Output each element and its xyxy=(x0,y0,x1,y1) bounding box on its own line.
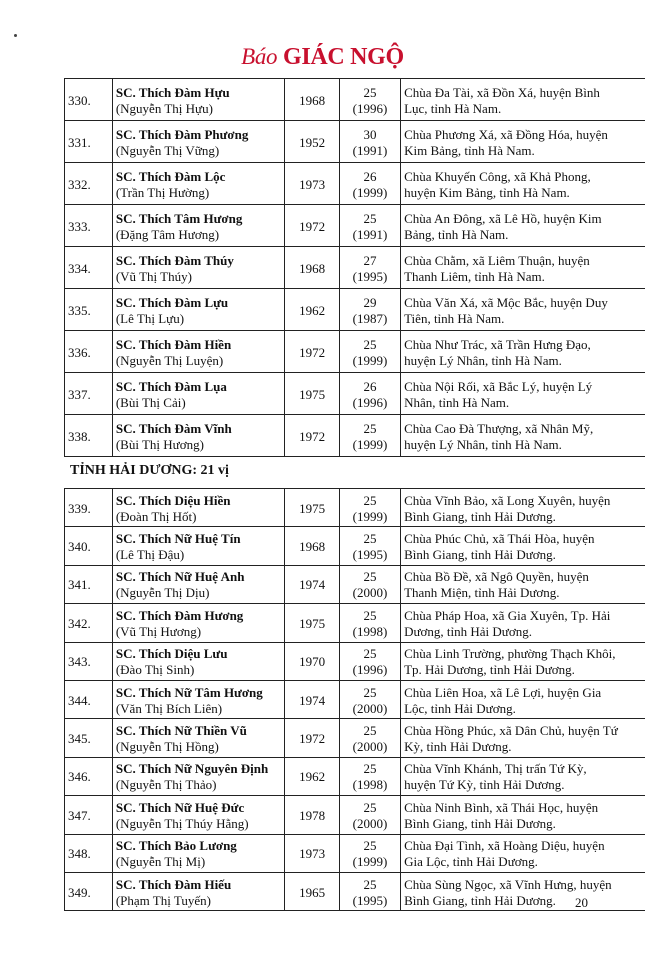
lay-name: (Nguyễn Thị Mị) xyxy=(115,854,206,870)
lay-name: (Nguyễn Thị Thúy Hằng) xyxy=(115,815,249,831)
ordination-cell xyxy=(339,489,400,527)
lay-name: (Văn Thị Bích Liên) xyxy=(115,700,223,716)
ordination-year: (1991) xyxy=(352,142,388,158)
religious-name: SC. Thích Diệu Lưu xyxy=(115,646,228,662)
name-cell xyxy=(112,373,285,415)
address-line-1: Chùa Bồ Đề, xã Ngô Quyền, huyện xyxy=(404,569,589,585)
birth-year: 1968 xyxy=(285,79,340,121)
address-line-2: Bình Giang, tỉnh Hải Dương. xyxy=(404,508,556,524)
ordination-age: 25 xyxy=(363,684,377,700)
address-line-2: Dương, tỉnh Hải Dương. xyxy=(404,623,532,639)
address-line-1: Chùa Vĩnh Khánh, Thị trấn Tứ Kỳ, xyxy=(404,761,587,777)
ordination-age: 25 xyxy=(363,420,377,436)
table-row xyxy=(65,205,645,247)
religious-name: SC. Thích Nữ Tâm Hương xyxy=(115,684,263,700)
lay-name: (Nguyễn Thị Vững) xyxy=(115,142,220,158)
ordination-age: 30 xyxy=(363,126,377,142)
birth-year: 1972 xyxy=(285,205,340,247)
address-cell xyxy=(401,872,645,910)
religious-name: SC. Thích Nữ Thiền Vũ xyxy=(115,723,247,739)
address-cell xyxy=(401,757,645,795)
table-row xyxy=(65,121,645,163)
name-cell xyxy=(112,796,285,834)
religious-name: SC. Thích Đàm Lụa xyxy=(115,378,227,394)
name-cell xyxy=(112,680,285,718)
name-cell xyxy=(112,565,285,603)
religious-name: SC. Thích Tâm Hương xyxy=(115,210,243,226)
address-line-1: Chùa Liên Hoa, xã Lê Lợi, huyện Gia xyxy=(404,684,602,700)
section-title: TỈNH HẢI DƯƠNG: 21 vị xyxy=(70,463,229,478)
birth-year: 1962 xyxy=(285,757,340,795)
lay-name: (Đào Thị Sinh) xyxy=(115,662,195,678)
lay-name: (Lê Thị Đậu) xyxy=(115,547,185,563)
name-cell xyxy=(112,757,285,795)
table-row xyxy=(65,834,645,872)
birth-year: 1975 xyxy=(285,489,340,527)
name-cell xyxy=(112,163,285,205)
lay-name: (Bùi Thị Hương) xyxy=(115,436,204,452)
ordination-cell xyxy=(339,642,400,680)
address-line-2: Thanh Miện, tỉnh Hải Dương. xyxy=(404,585,560,601)
address-line-2: Kim Bảng, tỉnh Hà Nam. xyxy=(404,142,535,158)
address-line-2: Bảng, tỉnh Hà Nam. xyxy=(404,226,509,242)
birth-year: 1974 xyxy=(285,565,340,603)
row-number: 345. xyxy=(65,719,113,757)
ordination-age: 25 xyxy=(363,761,377,777)
birth-year: 1972 xyxy=(285,415,340,457)
row-number: 335. xyxy=(65,289,113,331)
row-number: 330. xyxy=(65,79,113,121)
address-line-1: Chùa Như Trác, xã Trần Hưng Đạo, xyxy=(404,336,591,352)
religious-name: SC. Thích Diệu Hiền xyxy=(115,492,231,508)
roster-table-ha-nam xyxy=(64,78,645,457)
row-number: 340. xyxy=(65,527,113,565)
address-line-1: Chùa Đa Tài, xã Đồn Xá, huyện Bình xyxy=(404,84,600,100)
name-cell xyxy=(112,331,285,373)
address-line-1: Chùa Linh Trường, phường Thạch Khôi, xyxy=(404,646,616,662)
ordination-age: 25 xyxy=(363,838,377,854)
row-number: 343. xyxy=(65,642,113,680)
name-cell xyxy=(112,719,285,757)
ordination-cell xyxy=(339,121,400,163)
ordination-age: 26 xyxy=(363,168,377,184)
address-line-2: huyện Tứ Kỳ, tỉnh Hải Dương. xyxy=(404,777,565,793)
table-row xyxy=(65,796,645,834)
birth-year: 1965 xyxy=(285,872,340,910)
birth-year: 1974 xyxy=(285,680,340,718)
religious-name: SC. Thích Nữ Huệ Anh xyxy=(115,569,245,585)
row-number: 337. xyxy=(65,373,113,415)
ordination-age: 25 xyxy=(363,210,377,226)
ordination-year: (1995) xyxy=(352,547,388,563)
ordination-cell xyxy=(339,527,400,565)
ordination-cell xyxy=(339,872,400,910)
address-cell xyxy=(401,247,645,289)
name-cell xyxy=(112,121,285,163)
roster-body xyxy=(65,79,645,457)
address-cell xyxy=(401,489,645,527)
row-number: 344. xyxy=(65,680,113,718)
row-number: 333. xyxy=(65,205,113,247)
lay-name: (Nguyễn Thị Hựu) xyxy=(115,100,213,116)
row-number: 336. xyxy=(65,331,113,373)
lay-name: (Đặng Tâm Hương) xyxy=(115,226,220,242)
address-line-2: Thanh Liêm, tỉnh Hà Nam. xyxy=(404,268,545,284)
address-line-2: huyện Lý Nhân, tỉnh Hà Nam. xyxy=(404,352,562,368)
address-line-1: Chùa Chằm, xã Liêm Thuận, huyện xyxy=(404,252,590,268)
table-row xyxy=(65,331,645,373)
ordination-year: (1998) xyxy=(352,777,388,793)
ordination-cell xyxy=(339,373,400,415)
address-line-1: Chùa Văn Xá, xã Mộc Bắc, huyện Duy xyxy=(404,294,608,310)
ordination-cell xyxy=(339,331,400,373)
logo-prefix: Báo xyxy=(241,44,278,69)
lay-name: (Nguyễn Thị Dịu) xyxy=(115,585,210,601)
address-cell xyxy=(401,331,645,373)
address-line-2: Tp. Hải Dương, tỉnh Hải Dương. xyxy=(404,662,575,678)
address-line-2: Lục, tỉnh Hà Nam. xyxy=(404,100,502,116)
birth-year: 1952 xyxy=(285,121,340,163)
birth-year: 1972 xyxy=(285,331,340,373)
birth-year: 1968 xyxy=(285,527,340,565)
address-cell xyxy=(401,163,645,205)
address-cell xyxy=(401,719,645,757)
religious-name: SC. Thích Đàm Hiền xyxy=(115,336,232,352)
lay-name: (Lê Thị Lựu) xyxy=(115,310,185,326)
table-row xyxy=(65,79,645,121)
birth-year: 1962 xyxy=(285,289,340,331)
address-cell xyxy=(401,373,645,415)
address-line-1: Chùa Nội Rối, xã Bắc Lý, huyện Lý xyxy=(404,378,593,394)
name-cell xyxy=(112,872,285,910)
table-row xyxy=(65,247,645,289)
address-line-1: Chùa Pháp Hoa, xã Gia Xuyên, Tp. Hải xyxy=(404,607,611,623)
ordination-year: (2000) xyxy=(352,700,388,716)
ordination-age: 25 xyxy=(363,723,377,739)
birth-year: 1975 xyxy=(285,604,340,642)
ordination-cell xyxy=(339,834,400,872)
row-number: 334. xyxy=(65,247,113,289)
religious-name: SC. Thích Bảo Lương xyxy=(115,838,237,854)
lay-name: (Trần Thị Hường) xyxy=(115,184,210,200)
birth-year: 1975 xyxy=(285,373,340,415)
table-row xyxy=(65,163,645,205)
ordination-age: 25 xyxy=(363,876,377,892)
row-number: 338. xyxy=(65,415,113,457)
table-row xyxy=(65,489,645,527)
religious-name: SC. Thích Đàm Hiếu xyxy=(115,876,232,892)
ordination-cell xyxy=(339,796,400,834)
address-cell xyxy=(401,527,645,565)
ordination-year: (1999) xyxy=(352,352,388,368)
name-cell xyxy=(112,79,285,121)
religious-name: SC. Thích Nữ Huệ Đức xyxy=(115,799,245,815)
row-number: 341. xyxy=(65,565,113,603)
ordination-year: (1996) xyxy=(352,662,388,678)
religious-name: SC. Thích Nữ Huệ Tín xyxy=(115,531,241,547)
ordination-age: 25 xyxy=(363,492,377,508)
address-line-2: huyện Kim Bảng, tỉnh Hà Nam. xyxy=(404,184,570,200)
religious-name: SC. Thích Nữ Nguyên Định xyxy=(115,761,269,777)
name-cell xyxy=(112,834,285,872)
table-row xyxy=(65,757,645,795)
name-cell xyxy=(112,527,285,565)
table-row xyxy=(65,289,645,331)
ordination-age: 25 xyxy=(363,336,377,352)
address-line-2: huyện Lý Nhân, tỉnh Hà Nam. xyxy=(404,436,562,452)
name-cell xyxy=(112,489,285,527)
newspaper-logo xyxy=(0,44,645,71)
ordination-year: (1996) xyxy=(352,394,388,410)
address-cell xyxy=(401,205,645,247)
address-cell xyxy=(401,834,645,872)
address-cell xyxy=(401,680,645,718)
lay-name: (Nguyễn Thị Thảo) xyxy=(115,777,217,793)
ordination-cell xyxy=(339,247,400,289)
ordination-year: (1999) xyxy=(352,508,388,524)
ordination-age: 29 xyxy=(363,294,377,310)
religious-name: SC. Thích Đàm Hựu xyxy=(115,84,230,100)
row-number: 339. xyxy=(65,489,113,527)
ordination-cell xyxy=(339,719,400,757)
ordination-age: 25 xyxy=(363,84,377,100)
ordination-cell xyxy=(339,415,400,457)
table-row xyxy=(65,415,645,457)
religious-name: SC. Thích Đàm Thúy xyxy=(115,252,234,268)
address-line-2: Lộc, tỉnh Hải Dương. xyxy=(404,700,516,716)
row-number: 349. xyxy=(65,872,113,910)
name-cell xyxy=(112,642,285,680)
ordination-age: 27 xyxy=(363,252,377,268)
birth-year: 1968 xyxy=(285,247,340,289)
lay-name: (Vũ Thị Hương) xyxy=(115,623,202,639)
ordination-cell xyxy=(339,565,400,603)
address-line-1: Chùa Sùng Ngọc, xã Vĩnh Hưng, huyện xyxy=(404,876,612,892)
lay-name: (Đoàn Thị Hốt) xyxy=(115,508,197,524)
page-number: 20 xyxy=(575,895,588,910)
ordination-cell xyxy=(339,680,400,718)
address-line-1: Chùa Hồng Phúc, xã Dân Chủ, huyện Tứ xyxy=(404,723,618,739)
address-cell xyxy=(401,604,645,642)
ordination-year: (2000) xyxy=(352,585,388,601)
roster-body xyxy=(65,489,645,911)
address-line-2: Kỳ, tỉnh Hải Dương. xyxy=(404,739,512,755)
row-number: 331. xyxy=(65,121,113,163)
religious-name: SC. Thích Đàm Lộc xyxy=(115,168,226,184)
birth-year: 1972 xyxy=(285,719,340,757)
roster-table-hai-duong xyxy=(64,488,645,911)
religious-name: SC. Thích Đàm Hương xyxy=(115,607,244,623)
row-number: 342. xyxy=(65,604,113,642)
address-cell xyxy=(401,79,645,121)
birth-year: 1970 xyxy=(285,642,340,680)
table-row xyxy=(65,604,645,642)
lay-name: (Vũ Thị Thúy) xyxy=(115,268,192,284)
address-line-2: Bình Giang, tỉnh Hải Dương. xyxy=(404,892,556,908)
name-cell xyxy=(112,289,285,331)
address-cell xyxy=(401,121,645,163)
ordination-cell xyxy=(339,604,400,642)
table-row xyxy=(65,373,645,415)
row-number: 346. xyxy=(65,757,113,795)
religious-name: SC. Thích Đàm Vĩnh xyxy=(115,420,232,436)
name-cell xyxy=(112,205,285,247)
ordination-year: (1991) xyxy=(352,226,388,242)
ordination-year: (1999) xyxy=(352,184,388,200)
address-line-1: Chùa Vĩnh Bảo, xã Long Xuyên, huyện xyxy=(404,492,611,508)
address-line-2: Gia Lộc, tỉnh Hải Dương. xyxy=(404,854,538,870)
address-line-1: Chùa Cao Đà Thượng, xã Nhân Mỹ, xyxy=(404,420,594,436)
address-line-1: Chùa Phương Xá, xã Đồng Hóa, huyện xyxy=(404,126,608,142)
birth-year: 1973 xyxy=(285,834,340,872)
row-number: 332. xyxy=(65,163,113,205)
name-cell xyxy=(112,604,285,642)
address-line-1: Chùa Đại Tình, xã Hoàng Diệu, huyện xyxy=(404,838,605,854)
address-line-1: Chùa Khuyến Công, xã Khả Phong, xyxy=(404,168,591,184)
address-line-1: Chùa Phúc Chủ, xã Thái Hòa, huyện xyxy=(404,531,595,547)
ordination-age: 26 xyxy=(363,378,377,394)
ordination-year: (1987) xyxy=(352,310,388,326)
address-line-1: Chùa An Đông, xã Lê Hồ, huyện Kim xyxy=(404,210,602,226)
lay-name: (Bùi Thị Cải) xyxy=(115,394,186,410)
ordination-age: 25 xyxy=(363,646,377,662)
address-line-2: Bình Giang, tỉnh Hải Dương. xyxy=(404,547,556,563)
address-cell xyxy=(401,642,645,680)
ordination-year: (1999) xyxy=(352,854,388,870)
ordination-cell xyxy=(339,205,400,247)
ordination-year: (1999) xyxy=(352,436,388,452)
ordination-year: (1995) xyxy=(352,892,388,908)
address-line-1: Chùa Ninh Bình, xã Thái Học, huyện xyxy=(404,799,599,815)
table-row xyxy=(65,680,645,718)
lay-name: (Nguyễn Thị Hồng) xyxy=(115,739,219,755)
ordination-age: 25 xyxy=(363,607,377,623)
ordination-age: 25 xyxy=(363,569,377,585)
ordination-cell xyxy=(339,757,400,795)
scan-speck xyxy=(14,34,17,37)
religious-name: SC. Thích Đàm Phương xyxy=(115,126,249,142)
ordination-cell xyxy=(339,79,400,121)
name-cell xyxy=(112,247,285,289)
ordination-cell xyxy=(339,289,400,331)
table-row xyxy=(65,872,645,910)
address-cell xyxy=(401,415,645,457)
religious-name: SC. Thích Đàm Lựu xyxy=(115,294,229,310)
table-row xyxy=(65,719,645,757)
ordination-year: (2000) xyxy=(352,815,388,831)
address-cell xyxy=(401,796,645,834)
ordination-year: (1998) xyxy=(352,623,388,639)
ordination-age: 25 xyxy=(363,531,377,547)
address-line-2: Tiên, tỉnh Hà Nam. xyxy=(404,310,505,326)
row-number: 347. xyxy=(65,796,113,834)
logo-name: GIÁC NGỘ xyxy=(282,44,404,70)
birth-year: 1978 xyxy=(285,796,340,834)
ordination-cell xyxy=(339,163,400,205)
lay-name: (Phạm Thị Tuyến) xyxy=(115,892,211,908)
name-cell xyxy=(112,415,285,457)
address-line-2: Bình Giang, tỉnh Hải Dương. xyxy=(404,815,556,831)
address-cell xyxy=(401,565,645,603)
table-row xyxy=(65,642,645,680)
ordination-year: (1995) xyxy=(352,268,388,284)
row-number: 348. xyxy=(65,834,113,872)
ordination-year: (1996) xyxy=(352,100,388,116)
birth-year: 1973 xyxy=(285,163,340,205)
ordination-year: (2000) xyxy=(352,739,388,755)
ordination-age: 25 xyxy=(363,799,377,815)
address-cell xyxy=(401,289,645,331)
address-line-2: Nhân, tỉnh Hà Nam. xyxy=(404,394,510,410)
lay-name: (Nguyễn Thị Luyện) xyxy=(115,352,224,368)
table-row xyxy=(65,565,645,603)
table-row xyxy=(65,527,645,565)
